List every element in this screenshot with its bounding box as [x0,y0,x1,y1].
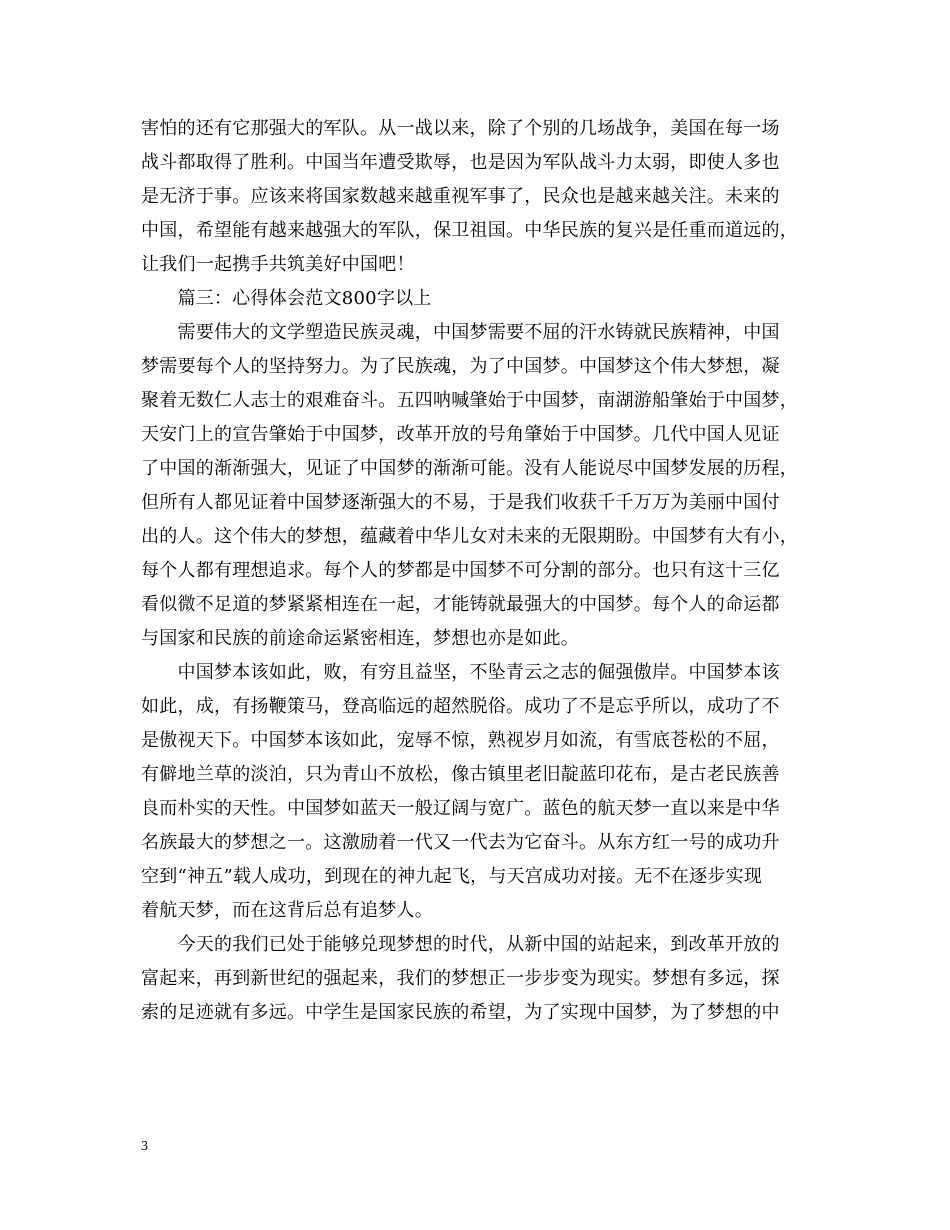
text-line: 与国家和民族的前途命运紧密相连，梦想也亦是如此。 [141,628,579,649]
text-line: 需要伟大的文学塑造民族灵魂，中国梦需要不屈的汗水铸就民族精神，中国 [141,322,780,343]
text-line: 今天的我们已处于能够兑现梦想的时代，从新中国的站起来，到改革开放的 [141,934,780,955]
text-line: 中国，希望能有越来越强大的军队，保卫祖国。中华民族的复兴是任重而道远的， [141,220,798,241]
text-line: 空到“神五”载人成功，到现在的神九起飞，与天宫成功对接。无不在逐步实现 [141,866,763,887]
text-line: 让我们一起携手共筑美好中国吧！ [141,254,415,275]
text-line: 聚着无数仁人志士的艰难奋斗。五四呐喊肇始于中国梦，南湖游船肇始于中国梦， [141,390,798,411]
text-line: 富起来，再到新世纪的强起来，我们的梦想正一步步变为现实。梦想有多远，探 [141,968,780,989]
text-line: 每个人都有理想追求。每个人的梦都是中国梦不可分割的部分。也只有这十三亿 [141,560,780,581]
text-line: 着航天梦，而在这背后总有追梦人。 [141,900,433,921]
text-line: 索的足迹就有多远。中学生是国家民族的希望，为了实现中国梦，为了梦想的中 [141,1002,780,1023]
text-line: 看似微不足道的梦紧紧相连在一起，才能铸就最强大的中国梦。每个人的命运都 [141,594,780,615]
paragraph [141,656,817,928]
text-line: 良而朴实的天性。中国梦如蓝天一般辽阔与宽广。蓝色的航天梦一直以来是中华 [141,798,780,819]
text-line: 梦需要每个人的坚持努力。为了民族魂，为了中国梦。中国梦这个伟大梦想，凝 [141,356,780,377]
text-line: 是傲视天下。中国梦本该如此，宠辱不惊，熟视岁月如流，有雪底苍松的不屈， [141,730,780,751]
paragraph [141,316,817,656]
text-line: 战斗都取得了胜利。中国当年遭受欺辱，也是因为军队战斗力太弱，即使人多也 [141,152,780,173]
paragraph [141,928,817,1030]
paragraph [141,282,817,316]
page-number: 3 [141,1139,148,1154]
text-line: 天安门上的宣告肇始于中国梦，改革开放的号角肇始于中国梦。几代中国人见证 [141,424,780,445]
text-line: 名族最大的梦想之一。这激励着一代又一代去为它奋斗。从东方红一号的成功升 [141,832,780,853]
text-line: 出的人。这个伟大的梦想，蕴藏着中华儿女对未来的无限期盼。中国梦有大有小， [141,526,798,547]
paragraph [141,112,817,282]
body-text [141,112,817,1030]
text-line: 是无济于事。应该来将国家数越来越重视军事了，民众也是越来越关注。未来的 [141,186,780,207]
text-line: 中国梦本该如此，败，有穷且益坚，不坠青云之志的倔强傲岸。中国梦本该 [141,662,780,683]
text-line: 如此，成，有扬鞭策马，登高临远的超然脱俗。成功了不是忘乎所以，成功了不 [141,696,780,717]
text-line: 篇三：心得体会范文800字以上 [141,288,432,309]
text-line: 但所有人都见证着中国梦逐渐强大的不易，于是我们收获千千万万为美丽中国付 [141,492,780,513]
text-line: 了中国的渐渐强大，见证了中国梦的渐渐可能。没有人能说尽中国梦发展的历程， [141,458,798,479]
text-line: 害怕的还有它那强大的军队。从一战以来，除了个别的几场战争，美国在每一场 [141,118,780,139]
text-line: 有僻地兰草的淡泊，只为青山不放松，像古镇里老旧靛蓝印花布，是古老民族善 [141,764,780,785]
